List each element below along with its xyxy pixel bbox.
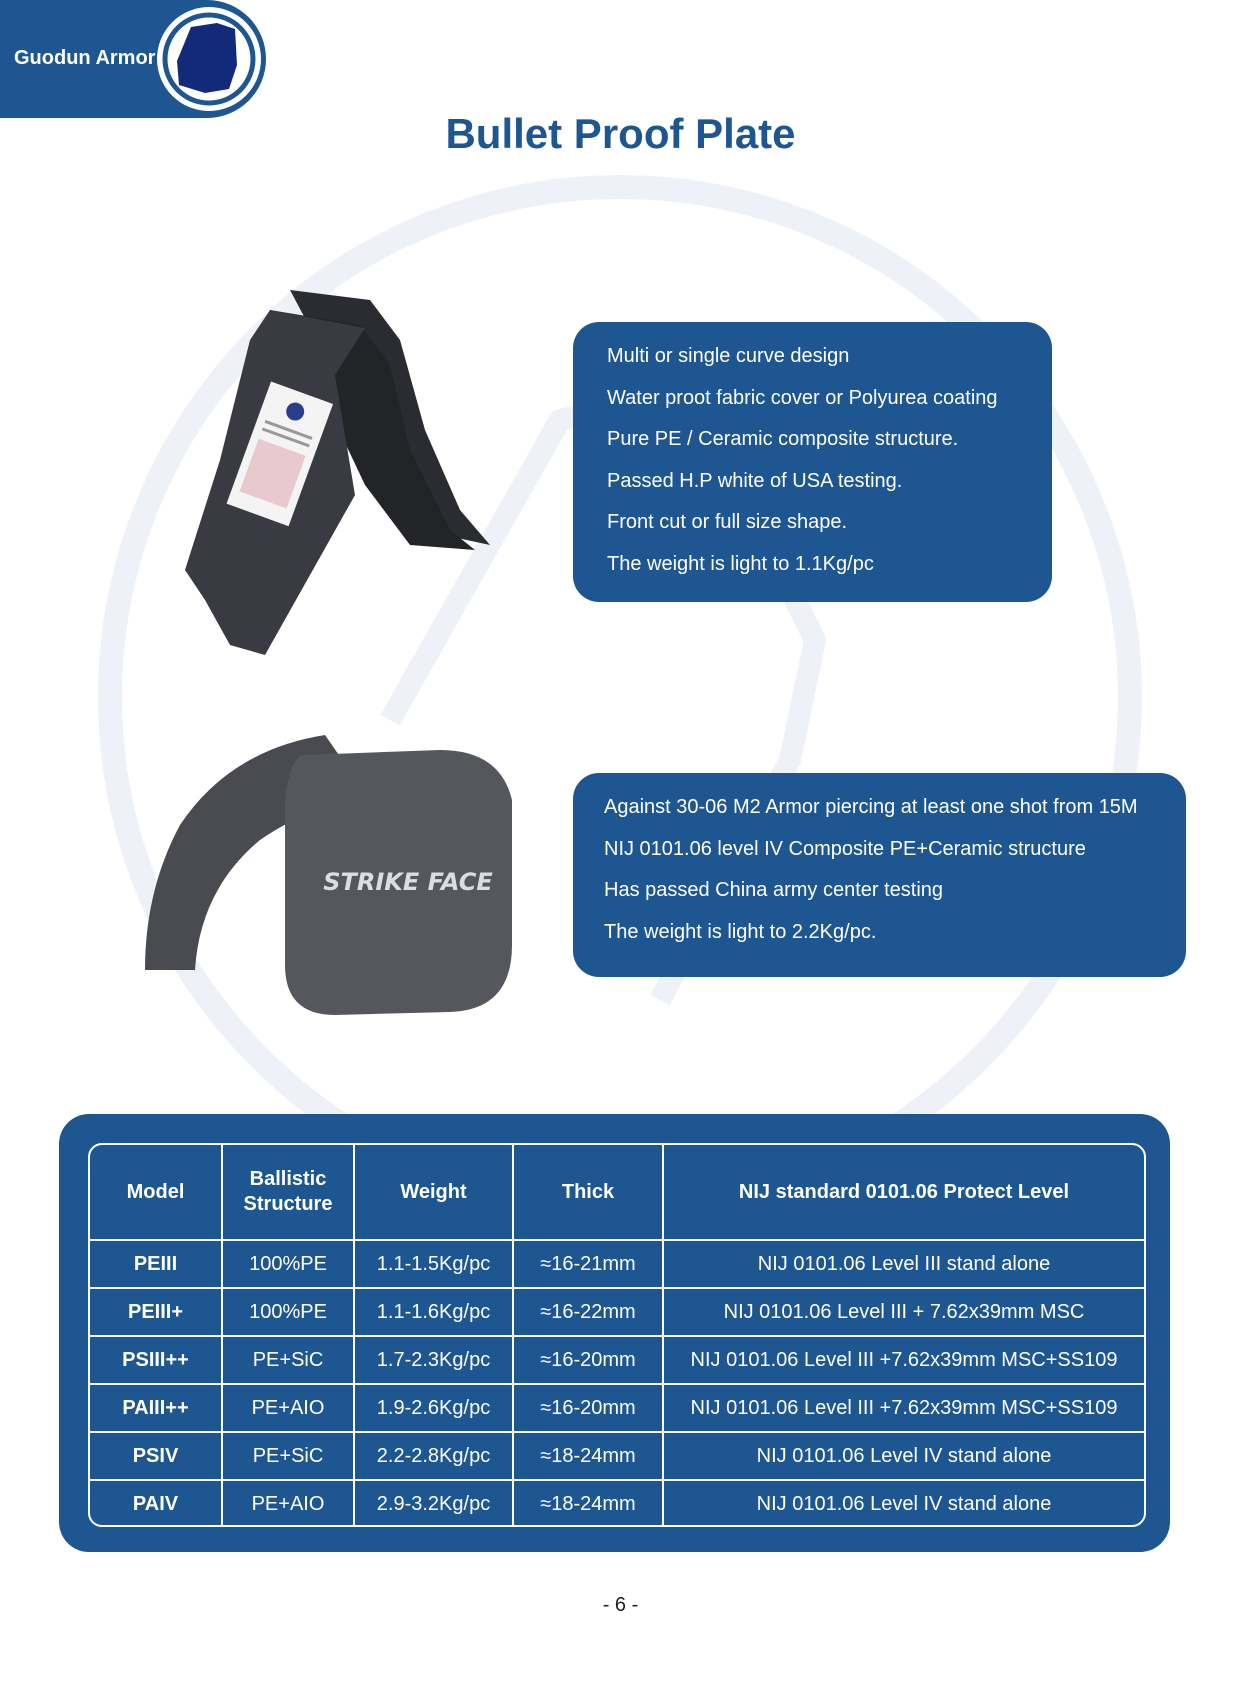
spec-table-panel [59,1114,1170,1552]
table-cell: ≈16-20mm [513,1336,663,1384]
feature-item: Pure PE / Ceramic composite structure. [607,428,959,450]
table-cell: ≈16-22mm [513,1288,663,1336]
table-cell: PE+SiC [222,1336,354,1384]
table-row [90,1384,1144,1432]
feature-box-2 [573,773,1186,977]
feature-item: Multi or single curve design [607,345,850,367]
header-cell: Model [90,1145,222,1240]
header-cell: Ballistic Structure [222,1145,354,1240]
table-cell: NIJ 0101.06 Level IV stand alone [663,1480,1144,1527]
table-cell: 2.9-3.2Kg/pc [354,1480,513,1527]
table-row [90,1432,1144,1480]
table-cell: ≈18-24mm [513,1480,663,1527]
table-cell: 100%PE [222,1240,354,1288]
brand-header [0,0,266,118]
table-cell: ≈16-20mm [513,1384,663,1432]
table-cell: ≈18-24mm [513,1432,663,1480]
feature-item: NIJ 0101.06 level IV Composite PE+Ceramic structure [604,837,1086,860]
brand-name: Guodun Armor [14,47,156,69]
table-cell: PE+AIO [222,1480,354,1527]
header-cell: Thick [513,1145,663,1240]
table-cell-model: PSIII++ [90,1336,222,1384]
table-cell-model: PAIV [90,1480,222,1527]
table-cell: NIJ 0101.06 Level III + 7.62x39mm MSC [663,1288,1144,1336]
table-cell-model: PSIV [90,1432,222,1480]
header-cell: Weight [354,1145,513,1240]
page-title: Bullet Proof Plate [445,110,796,157]
feature-item: The weight is light to 1.1Kg/pc [607,552,874,575]
table-row [90,1480,1144,1527]
strike-face-label: STRIKE FACE [323,868,493,896]
feature-item: Has passed China army center testing [604,879,944,901]
table-cell-model: PEIII+ [90,1288,222,1336]
table-cell-model: PEIII [90,1240,222,1288]
table-row [90,1336,1144,1384]
table-cell: NIJ 0101.06 Level III stand alone [663,1240,1144,1288]
table-row [90,1288,1144,1336]
plate-image-2 [140,730,530,1020]
feature-item: Water proot fabric cover or Polyurea coating [607,386,998,409]
table-cell: 1.1-1.5Kg/pc [354,1240,513,1288]
table-cell: NIJ 0101.06 Level III +7.62x39mm MSC+SS109 [663,1336,1144,1384]
feature-item: Against 30-06 M2 Armor piercing at least one shot from 15M [604,796,1138,818]
table-cell: PE+AIO [222,1384,354,1432]
page-number: - 6 - [602,1594,639,1616]
table-cell: NIJ 0101.06 Level III +7.62x39mm MSC+SS109 [663,1384,1144,1432]
table-cell-model: PAIII++ [90,1384,222,1432]
header-cell: NIJ standard 0101.06 Protect Level [663,1145,1144,1240]
feature-item: The weight is light to 2.2Kg/pc. [604,920,877,943]
feature-box-1 [573,322,1052,602]
table-cell: PE+SiC [222,1432,354,1480]
table-cell: NIJ 0101.06 Level IV stand alone [663,1432,1144,1480]
table-header-row [90,1145,1144,1240]
feature-item: Passed H.P white of USA testing. [607,469,903,492]
table-cell: 1.9-2.6Kg/pc [354,1384,513,1432]
table-row [90,1240,1144,1288]
table-cell: 1.1-1.6Kg/pc [354,1288,513,1336]
brand-logo-icon [155,5,263,113]
spec-table [88,1143,1146,1527]
table-cell: 2.2-2.8Kg/pc [354,1432,513,1480]
feature-item: Front cut or full size shape. [607,511,848,533]
plate-image-1 [160,280,500,660]
table-cell: ≈16-21mm [513,1240,663,1288]
table-cell: 1.7-2.3Kg/pc [354,1336,513,1384]
table-cell: 100%PE [222,1288,354,1336]
